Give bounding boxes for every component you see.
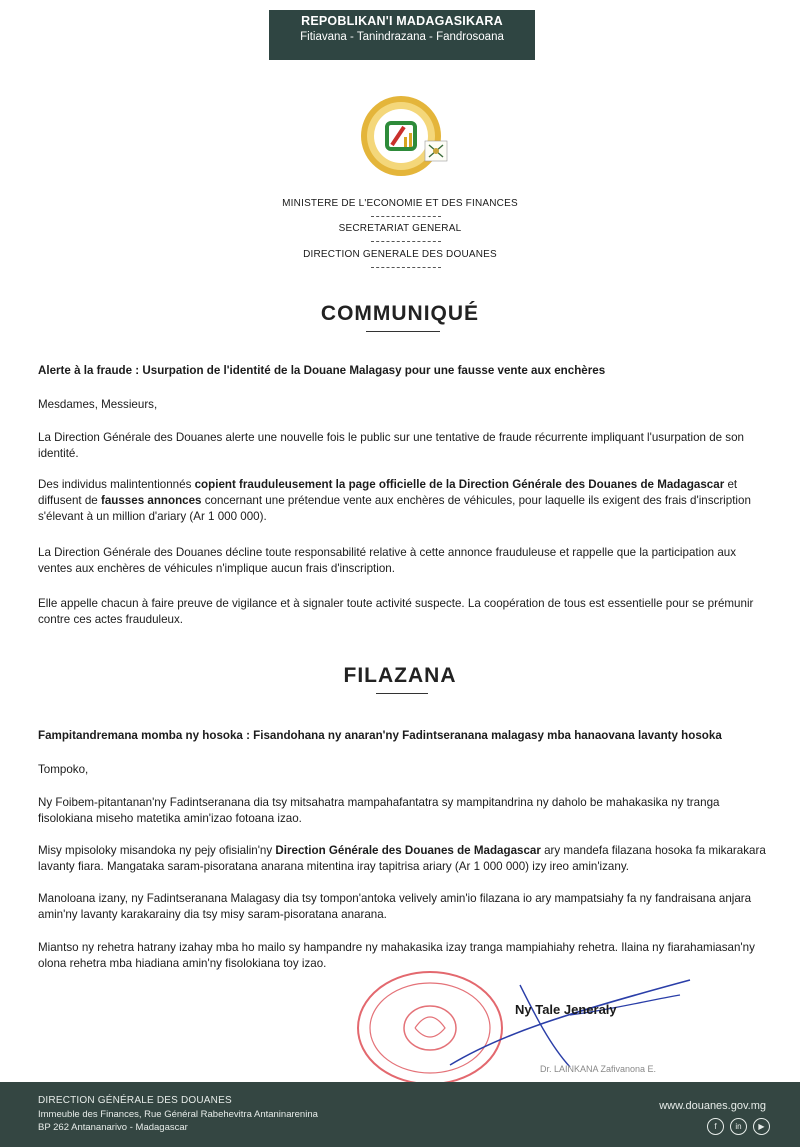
ministry-logo-icon	[360, 95, 442, 177]
ministry-name: MINISTERE DE L'ECONOMIE ET DES FINANCES	[282, 198, 518, 209]
filazana-subject: Fampitandremana momba ny hosoka : Fisandohana ny anaran'ny Fadintseranana malagasy mba hanaovana lavanty hosoka	[38, 729, 722, 742]
communique-paragraph-3: La Direction Générale des Douanes décline toute responsabilité relative à cette annonce frauduleuse et rappelle que la participation aux ventes aux enchères de véhicules n'implique aucun frais d'inscription.	[38, 546, 737, 575]
communique-paragraph-2: Des individus malintentionnés copient frauduleusement la page officielle de la Direction Générale des Douanes de Madagascar et diffusent de fausses annonces concernant une prétendue vente aux enchères de véhicules, pour laquelle ils exigent des frais d'inscription s'élevant à un million d'ariary (Ar 1 000 000).	[38, 478, 751, 523]
direction-name: DIRECTION GENERALE DES DOUANES	[303, 249, 497, 260]
filazana-paragraph-4: Miantso ny rehetra hatrany izahay mba ho mailo sy hampandre ny mahakasika izay tranga mampiahiahy rehetra. Ilaina ny fiarahamiasan'ny olona rehetra mba hiadiana amin'ny fisolokiana toy izao.	[38, 941, 755, 970]
republic-name: REPOBLIKAN'I MADAGASIKARA	[301, 14, 503, 28]
communique-title: COMMUNIQUÉ	[320, 302, 480, 325]
divider	[371, 241, 441, 242]
secretariat-name: SECRETARIAT GENERAL	[338, 223, 462, 234]
linkedin-icon[interactable]: in	[730, 1118, 747, 1135]
filazana-title: FILAZANA	[343, 664, 457, 687]
national-motto: Fitiavana - Tanindrazana - Fandrosoana	[300, 31, 504, 43]
footer-org: DIRECTION GÉNÉRALE DES DOUANES	[38, 1095, 232, 1106]
title-underline	[366, 331, 440, 332]
footer-address: Immeuble des Finances, Rue Général Rabehevitra Antaninarenina	[38, 1109, 318, 1120]
footer-po-box: BP 262 Antananarivo - Madagascar	[38, 1122, 188, 1133]
page-footer	[0, 1082, 800, 1147]
title-underline	[376, 693, 428, 694]
filazana-greeting: Tompoko,	[38, 763, 89, 776]
communique-greeting: Mesdames, Messieurs,	[38, 398, 158, 411]
communique-paragraph-4: Elle appelle chacun à faire preuve de vigilance et à signaler toute activité suspecte. La coopération de tous est essentielle pour se prémunir contre ces actes frauduleux.	[38, 597, 754, 626]
facebook-icon[interactable]: f	[707, 1118, 724, 1135]
republic-banner	[269, 10, 535, 60]
filazana-paragraph-2: Misy mpisoloky misandoka ny pejy ofisialin'ny Direction Générale des Douanes de Madagascar ary mandefa filazana hosoka fa mikarakara lavanty fiara. Mangataka saram-pisoratana anarana mitentina iray tapitrisa ariary (Ar 1 000 000) izy ireo amin'izany.	[38, 844, 766, 873]
communique-paragraph-1: La Direction Générale des Douanes alerte une nouvelle fois le public sur une tentative de fraude récurrente impliquant l'usurpation de son identité.	[38, 431, 745, 460]
divider	[371, 267, 441, 268]
youtube-icon[interactable]: ▶	[753, 1118, 770, 1135]
divider	[371, 216, 441, 217]
social-links	[707, 1118, 770, 1135]
filazana-paragraph-1: Ny Foibem-pitantanan'ny Fadintseranana dia tsy mitsahatra mampahafantatra sy mampitandrina ny daholo be mahakasika ny tranga fisolokiana miseho matetika amin'izao fotoana izao.	[38, 796, 720, 825]
signatory-name: Dr. LAINKANA Zafivanona E.	[540, 1064, 657, 1074]
republic-emblem-icon	[424, 140, 448, 162]
communique-subject: Alerte à la fraude : Usurpation de l'identité de la Douane Malagasy pour une fausse vente aux enchères	[38, 364, 606, 377]
signatory-title: Ny Tale Jeneraly	[515, 1002, 617, 1017]
filazana-paragraph-3: Manoloana izany, ny Fadintseranana Malagasy dia tsy tompon'antoka velively amin'io filazana io ary mampatsiahy fa ny fandraisana anjara amin'ny lavanty karakarainy dia tsy misy saram-pisoratana anarana.	[38, 892, 752, 921]
footer-website-link[interactable]: www.douanes.gov.mg	[659, 1100, 766, 1112]
